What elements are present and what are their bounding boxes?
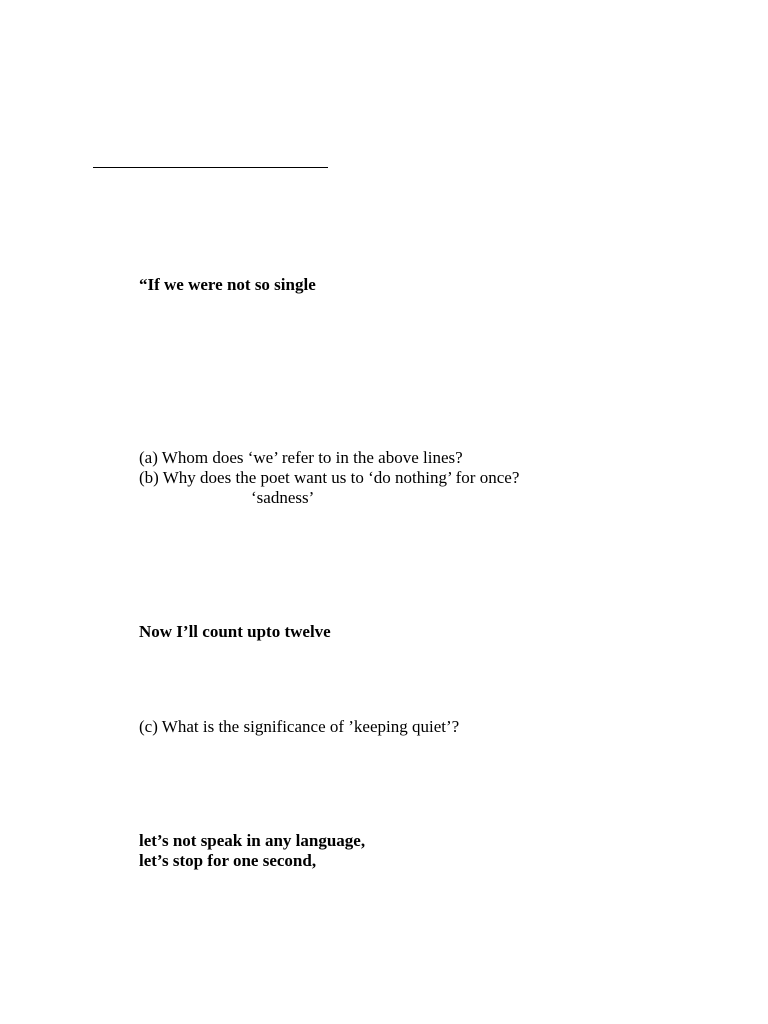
excerpt-2-line-1: Now I’ll count upto twelve xyxy=(139,622,331,641)
excerpt-1-line-1: “If we were not so single xyxy=(139,275,316,294)
question-c: (c) What is the significance of ’keeping quiet’? xyxy=(139,717,460,736)
question-a: (a) Whom does ‘we’ refer to in the above lines? xyxy=(139,448,463,467)
question-b-fragment: ‘sadness’ xyxy=(251,488,315,507)
top-horizontal-rule xyxy=(93,167,328,168)
excerpt-3-line-1: let’s not speak in any language, xyxy=(139,831,366,850)
question-b: (b) Why does the poet want us to ‘do nothing’ for once? xyxy=(139,468,520,487)
excerpt-3-line-2: let’s stop for one second, xyxy=(139,851,317,870)
